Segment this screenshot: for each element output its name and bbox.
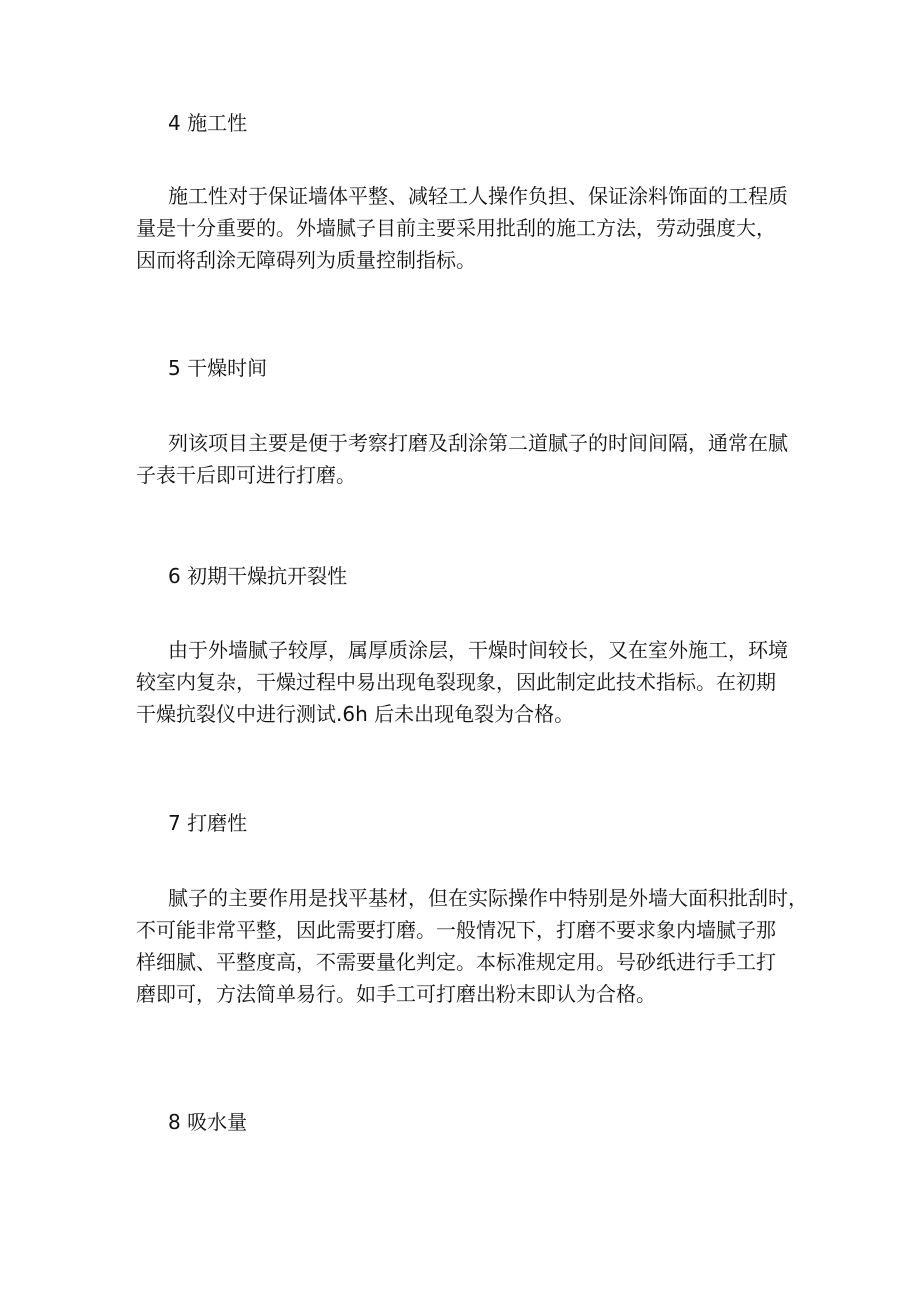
section-heading: 6 初期干燥抗开裂性 [168,564,348,588]
paragraph-line: 样细腻、平整度高，不需要量化判定。本标准规定用。号砂纸进行手工打 [136,950,776,974]
paragraph-line: 腻子的主要作用是找平基材，但在实际操作中特别是外墙大面积批刮时， [168,886,808,910]
paragraph-line: 因而将刮涂无障碍列为质量控制指标。 [136,248,476,272]
paragraph-line: 磨即可，方法简单易行。如手工可打磨出粉末即认为合格。 [136,982,656,1006]
paragraph-line: 施工性对于保证墙体平整、减轻工人操作负担、保证涂料饰面的工程质 [168,184,788,208]
section-heading: 7 打磨性 [168,811,248,835]
section-paragraph [136,180,806,276]
section-heading: 4 施工性 [168,111,248,135]
paragraph-line: 不可能非常平整，因此需要打磨。一般情况下，打磨不要求象内墙腻子那 [136,918,776,942]
section-heading: 5 干燥时间 [168,356,268,380]
section-paragraph [136,882,806,1010]
section-paragraph [136,427,806,491]
paragraph-line: 较室内复杂，干燥过程中易出现龟裂现象，因此制定此技术指标。在初期 [136,670,776,694]
paragraph-line: 干燥抗裂仪中进行测试.6h 后未出现龟裂为合格。 [136,702,575,726]
paragraph-line: 由于外墙腻子较厚，属厚质涂层，干燥时间较长，又在室外施工，环境 [168,638,788,662]
paragraph-line: 列该项目主要是便于考察打磨及刮涂第二道腻子的时间间隔，通常在腻 [168,431,788,455]
paragraph-line: 子表干后即可进行打磨。 [136,463,356,487]
paragraph-line: 量是十分重要的。外墙腻子目前主要采用批刮的施工方法，劳动强度大， [136,216,776,240]
section-paragraph [136,634,806,730]
section-heading: 8 吸水量 [168,1110,248,1134]
